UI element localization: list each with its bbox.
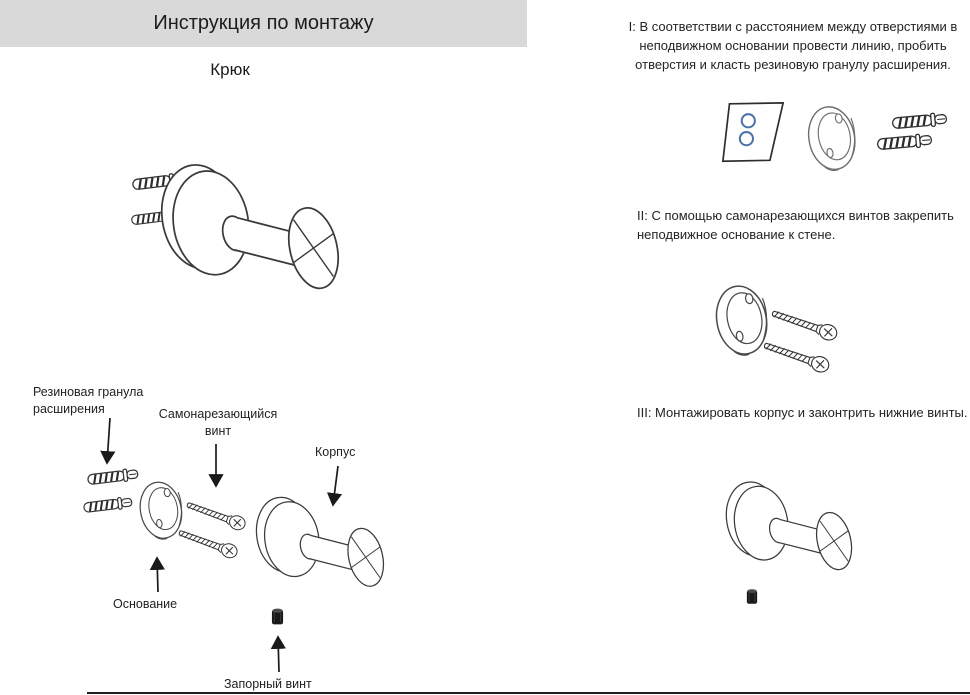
hook-body-drawing: [154, 159, 345, 293]
label-self-tapping-screw: Самонарезающийся винт: [158, 407, 278, 438]
wall-anchor-drawing: [892, 112, 947, 130]
locking-screw-drawing: [747, 589, 757, 604]
hook-body-drawing: [251, 493, 389, 589]
wall-anchor-drawing: [83, 496, 132, 513]
product-title: Крюк: [210, 60, 250, 79]
base-ring-drawing: [711, 282, 773, 359]
step-1-illustration: [700, 98, 960, 178]
body-arrow: [333, 466, 338, 505]
label-rubber-plug: Резиновая гранула расширения: [33, 385, 144, 416]
base-arrow: [157, 558, 158, 592]
base-ring-drawing: [136, 479, 187, 542]
header-bar: [0, 0, 527, 47]
self-tapping-screw-drawing: [770, 306, 839, 342]
step-2-text: II: С помощью самонарезающихся винтов закрепить неподвижное основание к стене.: [637, 208, 954, 242]
step-1-text: I: В соответствии с расстоянием между отверстиями в неподвижном основании провести линию, пробить отверстия и класть резиновую гранулу расширения.: [628, 19, 958, 72]
hook-body-drawing: [721, 478, 857, 573]
page-title: Инструкция по монтажу: [153, 12, 374, 34]
label-body: Корпус: [315, 445, 356, 459]
bottom-page-rule: [87, 692, 970, 694]
drill-template-drawing: [723, 103, 783, 161]
step-3-illustration: [700, 462, 910, 612]
assembled-hook-drawing: [110, 152, 375, 312]
step-3-text: III: Монтажировать корпус и законтрить нижние винты.: [637, 405, 968, 420]
locking-screw-drawing: [272, 609, 283, 625]
self-tapping-screw-drawing: [177, 526, 239, 560]
wall-anchor-drawing: [87, 468, 138, 486]
self-tapping-screw-drawing: [185, 498, 247, 532]
step-2-illustration: [700, 268, 880, 383]
self-tapping-screw-drawing: [762, 338, 831, 374]
base-ring-drawing: [803, 103, 860, 174]
wall-anchor-drawing: [877, 133, 932, 151]
label-locking-screw: Запорный винт: [224, 677, 312, 691]
rubber-plug-arrow: [107, 418, 110, 463]
label-base: Основание: [113, 597, 178, 611]
locking-screw-arrow: [278, 637, 279, 672]
